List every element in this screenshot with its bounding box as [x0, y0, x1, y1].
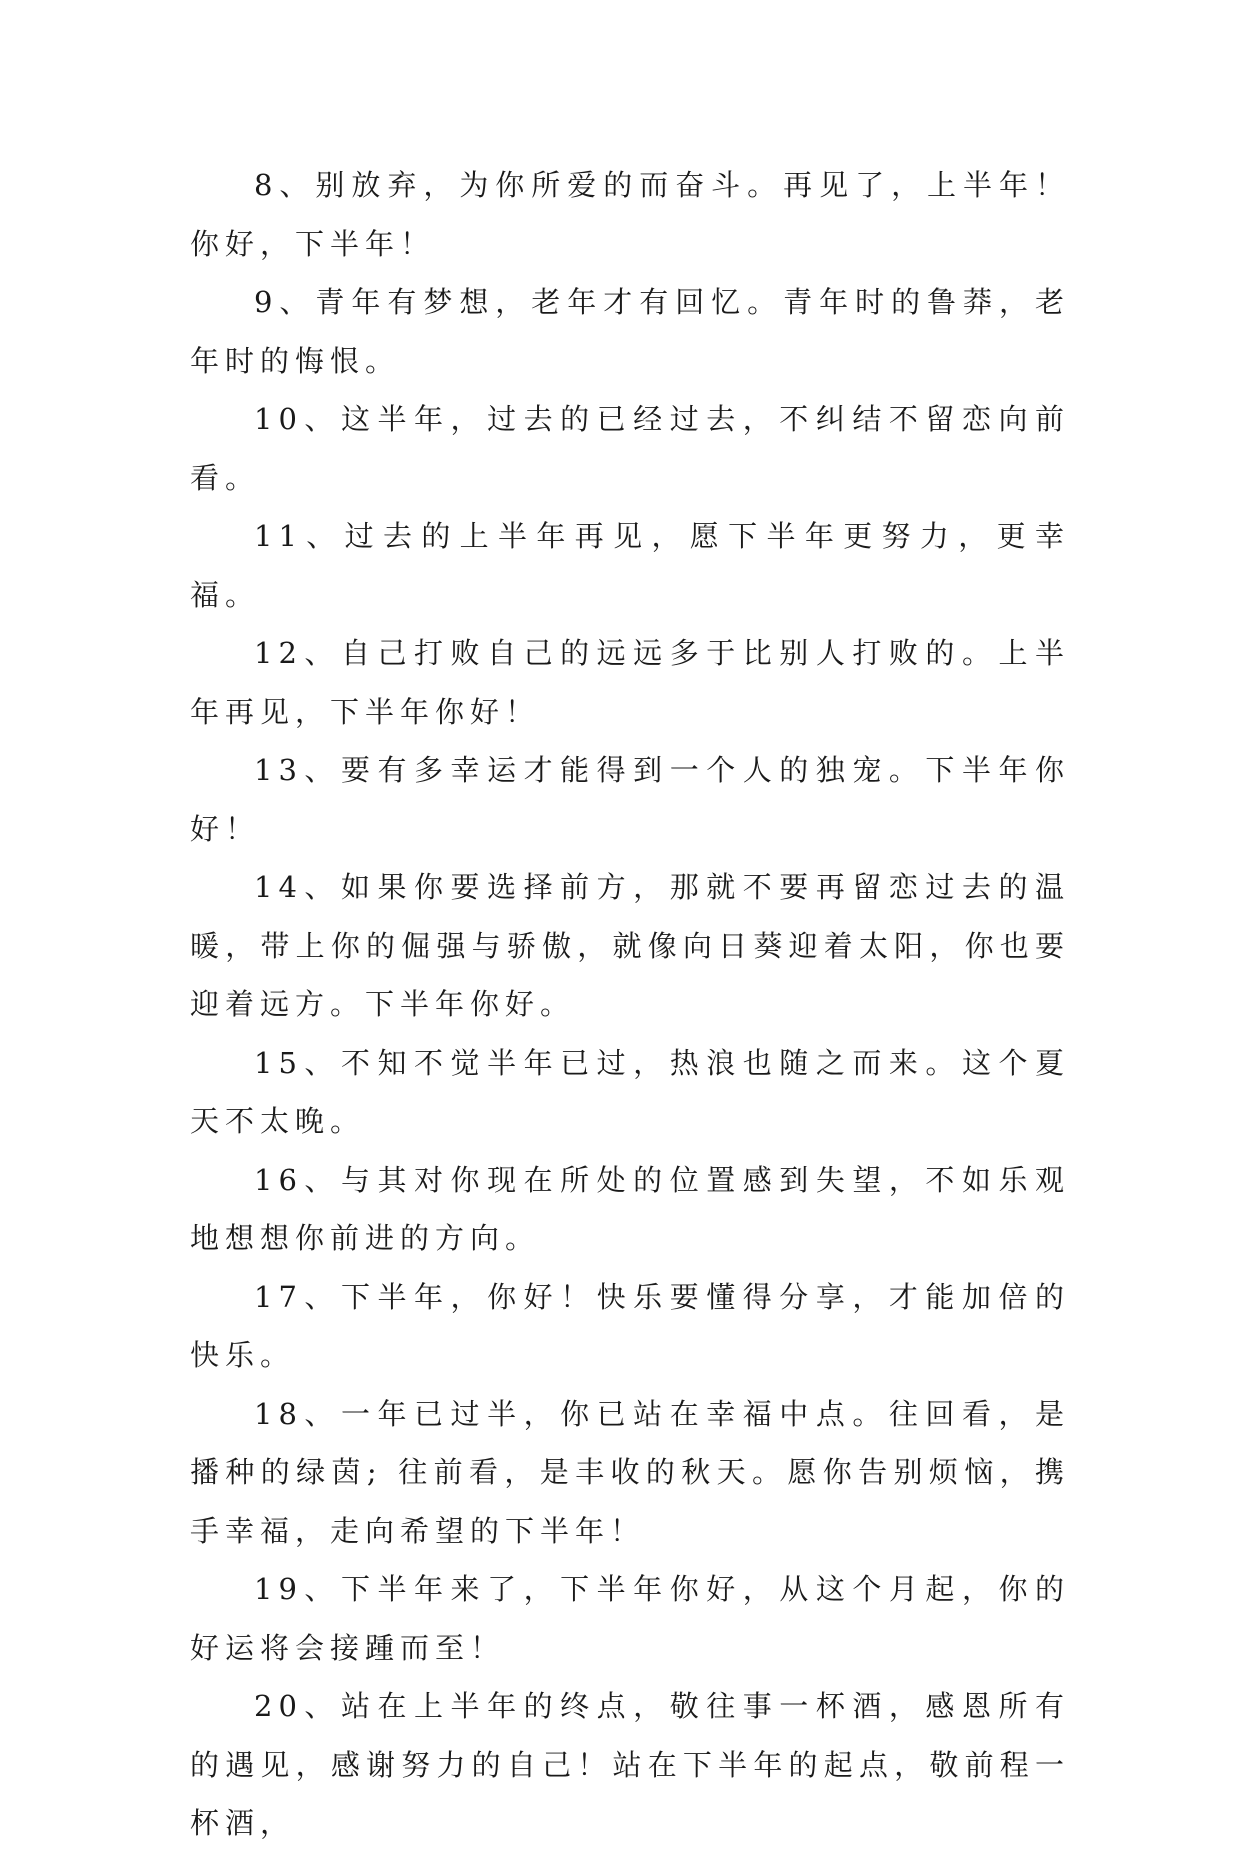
paragraph-14: 14、如果你要选择前方，那就不要再留恋过去的温暖，带上你的倔强与骄傲，就像向日葵迎着太阳，你也要迎着远方。下半年你好。 [190, 870, 1070, 1021]
paragraph-8: 8、别放弃，为你所爱的而奋斗。再见了，上半年！你好，下半年！ [190, 168, 1070, 261]
paragraph-15: 15、不知不觉半年已过，热浪也随之而来。这个夏天不太晚。 [190, 1045, 1070, 1138]
paragraph-16: 16、与其对你现在所处的位置感到失望，不如乐观地想想你前进的方向。 [190, 1162, 1070, 1255]
paragraph-18: 18、一年已过半，你已站在幸福中点。往回看，是播种的绿茵; 往前看，是丰收的秋天。愿你告别烦恼，携手幸福，走向希望的下半年！ [190, 1396, 1070, 1548]
paragraph-20: 20、站在上半年的终点，敬往事一杯酒，感恩所有的遇见，感谢努力的自己！站在下半年的起点，敬前程一杯酒， [190, 1689, 1070, 1840]
document-body [190, 156, 1070, 1853]
paragraph-17: 17、下半年，你好！快乐要懂得分享，才能加倍的快乐。 [190, 1279, 1070, 1372]
paragraph-9: 9、青年有梦想，老年才有回忆。青年时的鲁莽，老年时的悔恨。 [190, 285, 1070, 378]
paragraph-19: 19、下半年来了，下半年你好，从这个月起，你的好运将会接踵而至！ [190, 1572, 1070, 1665]
paragraph-12: 12、自己打败自己的远远多于比别人打败的。上半年再见，下半年你好！ [190, 636, 1070, 729]
paragraph-13: 13、要有多幸运才能得到一个人的独宠。下半年你好！ [190, 753, 1070, 846]
paragraph-11: 11、过去的上半年再见，愿下半年更努力，更幸福。 [190, 519, 1070, 612]
paragraph-10: 10、这半年，过去的已经过去，不纠结不留恋向前看。 [190, 402, 1070, 495]
